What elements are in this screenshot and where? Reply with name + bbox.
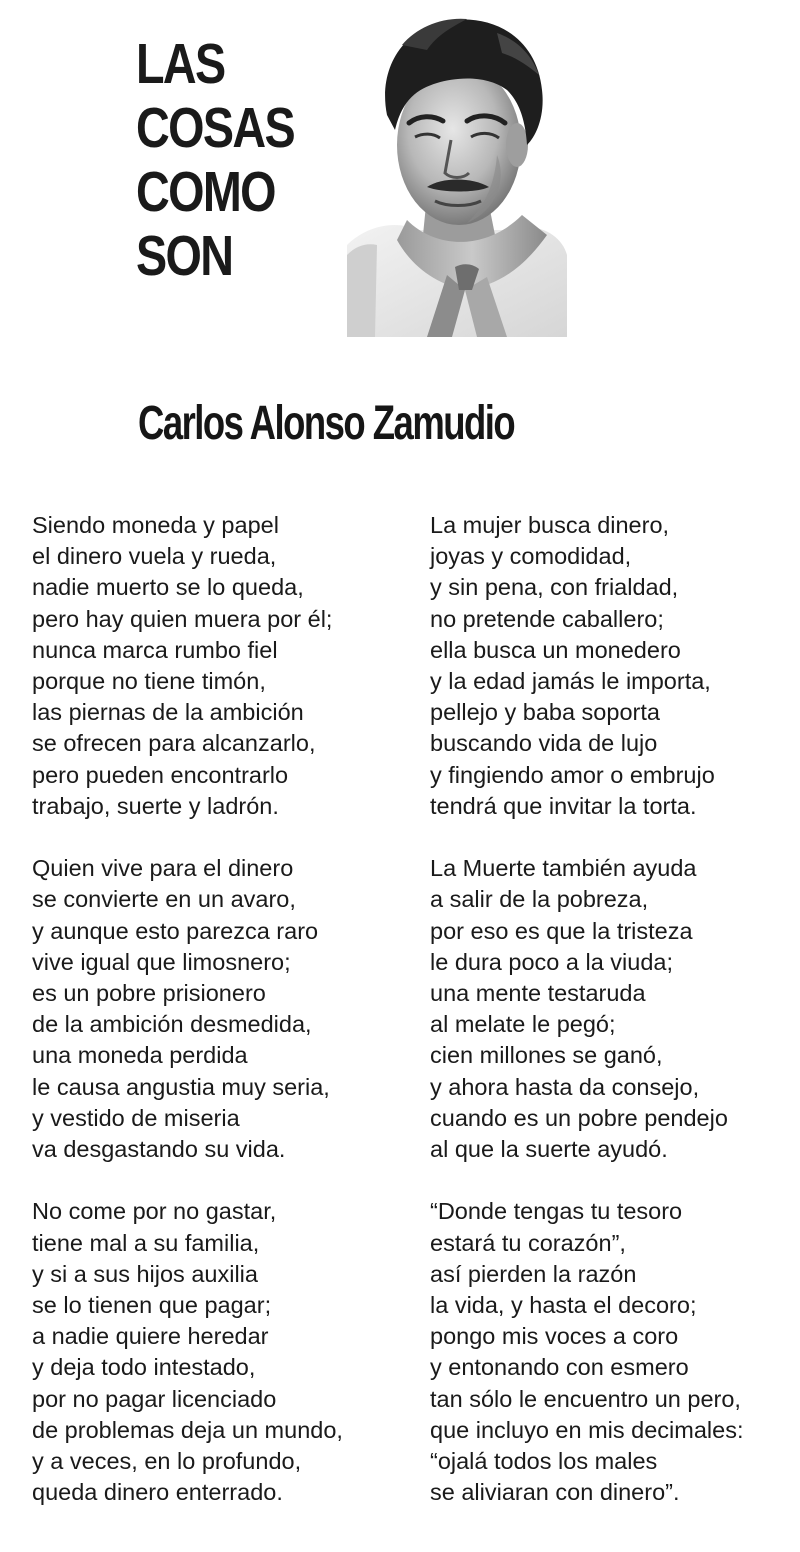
poem-line: pero pueden encontrarlo [32,761,289,788]
poem-line: Quien vive para el dinero [32,855,294,882]
poem-line: y sin pena, con frialdad, [430,574,679,601]
poem-line: y la edad jamás le importa, [430,668,711,695]
poem-line: pero hay quien muera por él; [32,605,333,632]
poem-line: por eso es que la tristeza [430,917,693,944]
poem-line: le causa angustia muy seria, [32,1073,330,1100]
poem-line: una moneda perdida [32,1042,248,1069]
poem-line: porque no tiene timón, [32,668,266,695]
column-title-line: LAS [136,32,225,96]
poem-line: de problemas deja un mundo, [32,1416,343,1443]
poem-line: y fingiendo amor o embrujo [430,761,715,788]
poem-line: y deja todo intestado, [32,1354,256,1381]
poem-line: al que la suerte ayudó. [430,1136,668,1163]
poem-line: trabajo, suerte y ladrón. [32,792,279,819]
poem-stanza [32,853,402,1165]
poem-line: el dinero vuela y rueda, [32,543,277,570]
poem-line: y a veces, en lo profundo, [32,1448,302,1475]
poem-line: y si a sus hijos auxilia [32,1260,258,1287]
column-title-line: SON [136,224,233,288]
column-title-line: COSAS [136,96,295,160]
poem-line: pongo mis voces a coro [430,1323,679,1350]
poem-line: cuando es un pobre pendejo [430,1104,728,1131]
poem-column-left [32,510,402,1540]
poem-line: a salir de la pobreza, [430,886,649,913]
poem-line: “Donde tengas tu tesoro [430,1198,683,1225]
poem-line: se lo tienen que pagar; [32,1292,272,1319]
poem-line: joyas y comodidad, [430,543,632,570]
poem-line: pellejo y baba soporta [430,699,660,726]
poem-stanza [430,853,800,1165]
poem-line: tan sólo le encuentro un pero, [430,1385,741,1412]
poem-line: las piernas de la ambición [32,699,304,726]
poem-line: ella busca un monedero [430,636,681,663]
poem-line: y ahora hasta da consejo, [430,1073,700,1100]
poem-stanza [32,510,402,822]
poem-line: a nadie quiere heredar [32,1323,269,1350]
poem-stanza [430,1196,800,1508]
poem-line: se aliviaran con dinero”. [430,1479,680,1506]
poem-line: una mente testaruda [430,980,646,1007]
author-name: Carlos Alonso Zamudio [138,397,515,450]
poem-column-right [430,510,800,1540]
poem-line: vive igual que limosnero; [32,948,291,975]
poem-line: por no pagar licenciado [32,1385,277,1412]
poem-line: estará tu corazón”, [430,1229,626,1256]
poem-line: No come por no gastar, [32,1198,277,1225]
poem-line: de la ambición desmedida, [32,1011,312,1038]
poem-line: y aunque esto parezca raro [32,917,319,944]
author-portrait [347,5,567,337]
poem-line: se ofrecen para alcanzarlo, [32,730,316,757]
poem-line: es un pobre prisionero [32,980,266,1007]
poem-line: así pierden la razón [430,1260,637,1287]
poem-stanza [430,510,800,822]
poem-line: queda dinero enterrado. [32,1479,283,1506]
poem-line: se convierte en un avaro, [32,886,296,913]
poem-line: La mujer busca dinero, [430,512,670,538]
poem-line: al melate le pegó; [430,1011,616,1038]
poem-stanza [32,1196,402,1508]
poem-line: buscando vida de lujo [430,730,658,757]
poem-line: tiene mal a su familia, [32,1229,260,1256]
poem-line: y vestido de miseria [32,1104,240,1131]
poem-line: le dura poco a la viuda; [430,948,673,975]
poem-line: no pretende caballero; [430,605,664,632]
poem-line: cien millones se ganó, [430,1042,663,1069]
poem-line: y entonando con esmero [430,1354,689,1381]
poem-line: que incluyo en mis decimales: [430,1416,744,1443]
column-title-line: COMO [136,160,275,224]
poem-line: nadie muerto se lo queda, [32,574,304,601]
poem-line: tendrá que invitar la torta. [430,792,697,819]
poem-line: La Muerte también ayuda [430,855,697,882]
poem-line: la vida, y hasta el decoro; [430,1292,697,1319]
poem-line: nunca marca rumbo fiel [32,636,278,663]
poem-line: “ojalá todos los males [430,1448,658,1475]
poem-line: va desgastando su vida. [32,1136,286,1163]
column-title [136,32,294,288]
poem-line: Siendo moneda y papel [32,512,279,538]
